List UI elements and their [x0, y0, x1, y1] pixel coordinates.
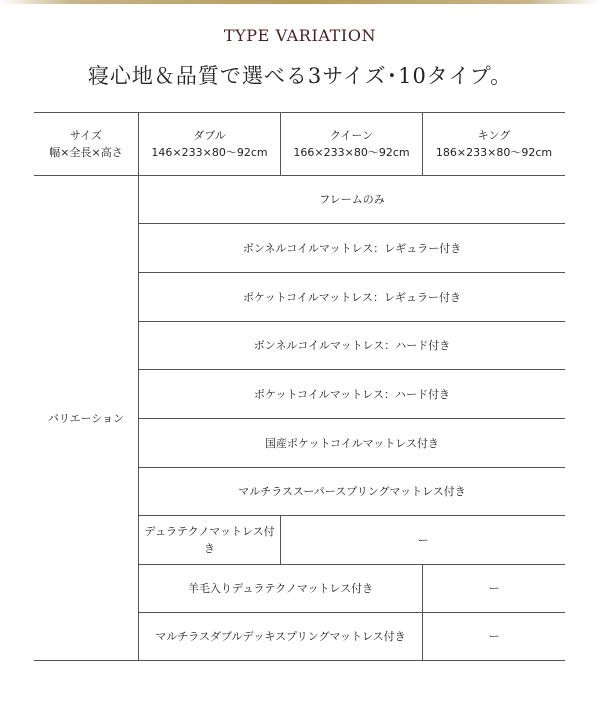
size-queen-cell — [281, 112, 422, 175]
variation-multilath-double-deck: マルチラスダブルデッキスプリングマットレス付き — [155, 630, 406, 643]
variation-pocket-regular: ポケットコイルマットレス：レギュラー付き — [243, 290, 461, 304]
section-label: TYPE VARIATION — [223, 26, 377, 45]
top-gold-rule — [0, 0, 600, 4]
size-variation-table — [34, 112, 565, 661]
variation-multilath-super: マルチラススーパースプリングマットレス付き — [238, 485, 466, 498]
size-name: キング — [477, 128, 511, 142]
variation-wool-duratechno: 羊毛入りデュラテクノマットレス付き — [187, 582, 374, 595]
size-double-cell — [139, 112, 280, 175]
size-header-cell — [34, 112, 138, 175]
size-dimensions: 146×233×80～92cm — [151, 145, 268, 159]
variation-domestic-pocket: 国産ポケットコイルマットレス付き — [265, 436, 439, 450]
variation-frame-only: フレームのみ — [319, 193, 385, 206]
variation-bonnell-regular: ボンネルコイルマットレス：レギュラー付き — [242, 241, 462, 255]
variation-duratechno: デュラテクノマットレス付き — [144, 525, 275, 555]
size-king-cell — [423, 112, 565, 175]
size-dimensions: 166×233×80～92cm — [293, 145, 410, 159]
size-name: ダブル — [193, 128, 226, 142]
table-rule — [34, 660, 565, 661]
size-dimensions: 186×233×80～92cm — [435, 145, 553, 159]
unavailable-dash: ー — [488, 630, 500, 643]
variation-bonnell-hard: ボンネルコイルマットレス：ハード付き — [253, 339, 451, 352]
unavailable-dash: ー — [488, 582, 500, 595]
size-name: クイーン — [329, 128, 374, 142]
size-header-dimensions-label: 幅×全長×高さ — [49, 145, 123, 159]
unavailable-dash: ー — [417, 533, 429, 547]
page-headline: 寝心地＆品質で選べる3サイズ･10タイプ。 — [87, 64, 513, 88]
variation-pocket-hard: ポケットコイルマットレス：ハード付き — [254, 387, 450, 401]
size-header-label: サイズ — [69, 128, 103, 142]
variation-label-cell: バリエーション — [47, 411, 125, 425]
